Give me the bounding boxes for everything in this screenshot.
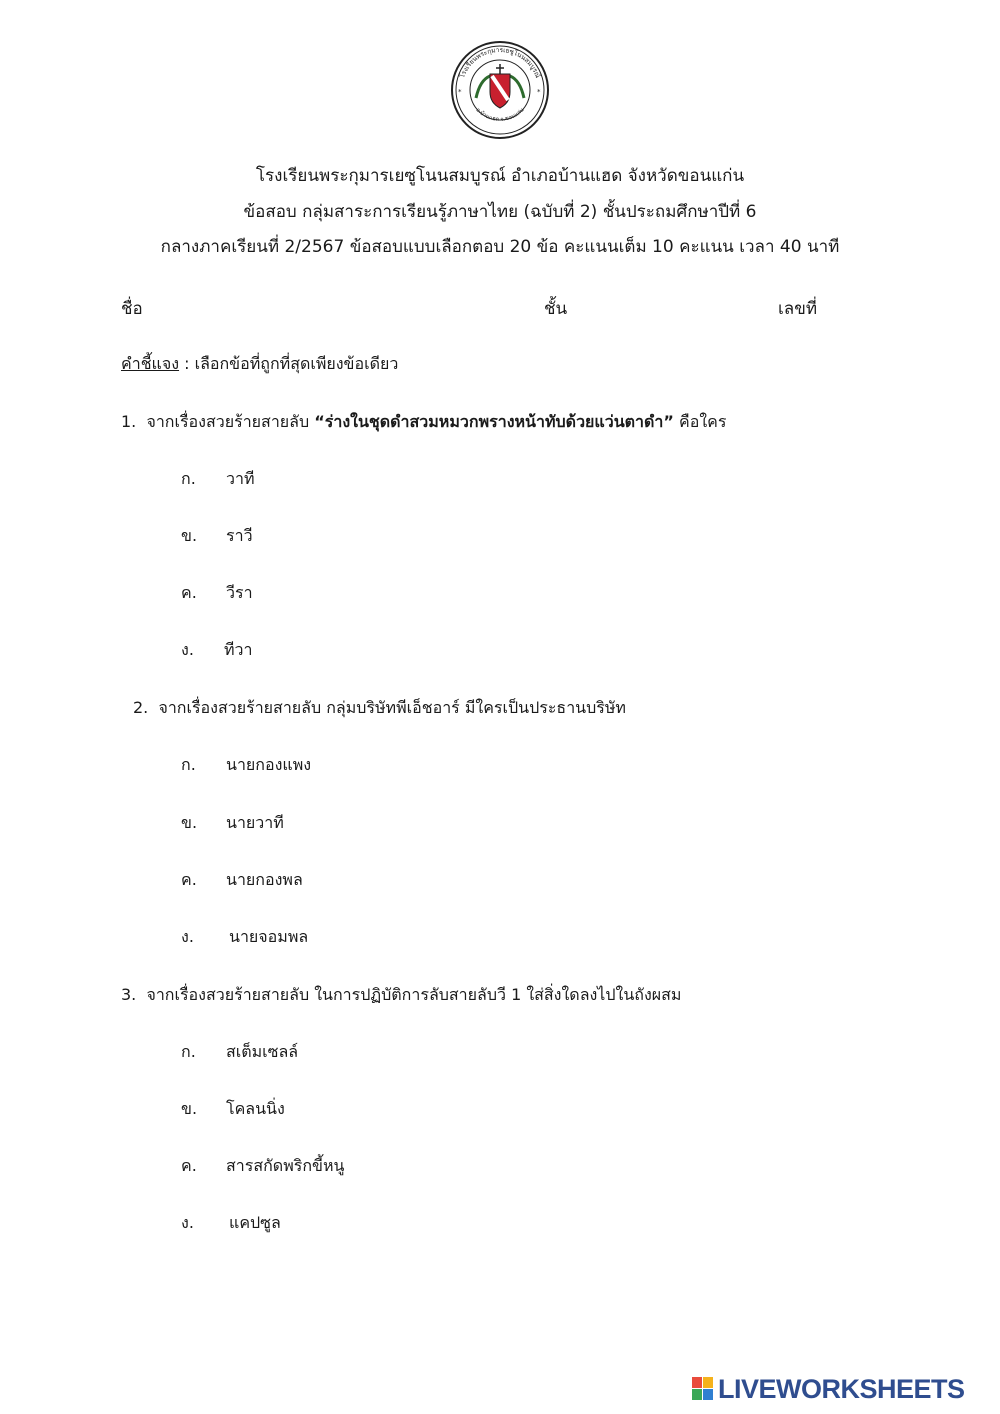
- option-letter: ก.: [181, 1042, 196, 1061]
- question-text-bold: “ร่างในชุดดำสวมหมวกพรางหน้าทับด้วยแว่นตาดำ”: [314, 412, 674, 431]
- option-letter: ง.: [181, 640, 194, 659]
- instructions-label: คำชี้แจง: [121, 354, 180, 373]
- option-letter: ค.: [181, 583, 197, 602]
- option-text[interactable]: ทีวา: [224, 640, 253, 659]
- option-letter: ข.: [181, 526, 198, 545]
- question-text: จากเรื่องสวยร้ายสายลับ: [146, 412, 315, 431]
- name-field-label: ชื่อ: [121, 299, 143, 319]
- question-3: [121, 983, 681, 1008]
- class-field-label: ชั้น: [544, 299, 568, 319]
- instructions-text: : เลือกข้อที่ถูกที่สุดเพียงข้อเดียว: [179, 354, 399, 373]
- svg-text:*: *: [537, 88, 541, 96]
- option-letter: ก.: [181, 469, 196, 488]
- option-letter: ง.: [181, 927, 194, 946]
- option-text[interactable]: ราวี: [226, 526, 253, 545]
- question-text: จากเรื่องสวยร้ายสายลับ กลุ่มบริษัทพีเอ็ชอาร์ มีใครเป็นประธานบริษัท: [158, 698, 626, 717]
- question-2: [133, 696, 626, 721]
- option-text[interactable]: สเต็มเซลล์: [226, 1042, 299, 1061]
- option-text[interactable]: สารสกัดพริกขี้หนู: [226, 1156, 345, 1175]
- exam-details: กลางภาคเรียนที่ 2/2567 ข้อสอบแบบเลือกตอบ 20 ข้อ คะแนนเต็ม 10 คะแนน เวลา 40 นาที: [160, 237, 840, 257]
- option-letter: ง.: [181, 1213, 194, 1232]
- number-field-label: เลขที่: [778, 299, 818, 319]
- option-letter: ข.: [181, 813, 198, 832]
- liveworksheets-logo[interactable]: [692, 1374, 965, 1404]
- option-letter: ก.: [181, 755, 196, 774]
- option-text[interactable]: วีรา: [226, 583, 253, 602]
- liveworksheets-mark-icon: [692, 1377, 714, 1401]
- question-1: [121, 410, 726, 435]
- question-number: 3.: [121, 985, 137, 1004]
- seal-text-top: โรงเรียนพระกุมารเยซูโนนสมบูรณ์: [458, 45, 542, 80]
- instructions: [121, 352, 398, 377]
- option-text[interactable]: นายวาที: [226, 813, 284, 832]
- question-text: จากเรื่องสวยร้ายสายลับ ในการปฏิบัติการลับสายลับวี 1 ใส่สิ่งใดลงไปในถังผสม: [146, 985, 682, 1004]
- option-letter: ค.: [181, 870, 197, 889]
- option-text[interactable]: นายกองแพง: [226, 755, 312, 774]
- svg-text:*: *: [458, 88, 462, 96]
- school-seal-logo: [450, 40, 550, 140]
- option-text[interactable]: นายจอมพล: [229, 927, 309, 946]
- option-text[interactable]: แคปซูล: [229, 1213, 281, 1232]
- liveworksheets-wordmark: LIVEWORKSHEETS: [718, 1373, 965, 1404]
- option-letter: ค.: [181, 1156, 197, 1175]
- option-text[interactable]: วาที: [226, 469, 255, 488]
- question-number: 1.: [121, 412, 137, 431]
- exam-subject: ข้อสอบ กลุ่มสาระการเรียนรู้ภาษาไทย (ฉบับที่ 2) ชั้นประถมศึกษาปีที่ 6: [243, 202, 757, 222]
- option-letter: ข.: [181, 1099, 198, 1118]
- question-text-end: คือใคร: [673, 412, 727, 431]
- option-text[interactable]: โคลนนิ่ง: [226, 1099, 285, 1118]
- option-text[interactable]: นายกองพล: [226, 870, 303, 889]
- question-number: 2.: [133, 698, 149, 717]
- seal-text-bottom: อ.บ้านแฮด จ.ขอนแก่น: [474, 107, 526, 123]
- school-title: โรงเรียนพระกุมารเยซูโนนสมบูรณ์ อำเภอบ้านแฮด จังหวัดขอนแก่น: [255, 166, 745, 186]
